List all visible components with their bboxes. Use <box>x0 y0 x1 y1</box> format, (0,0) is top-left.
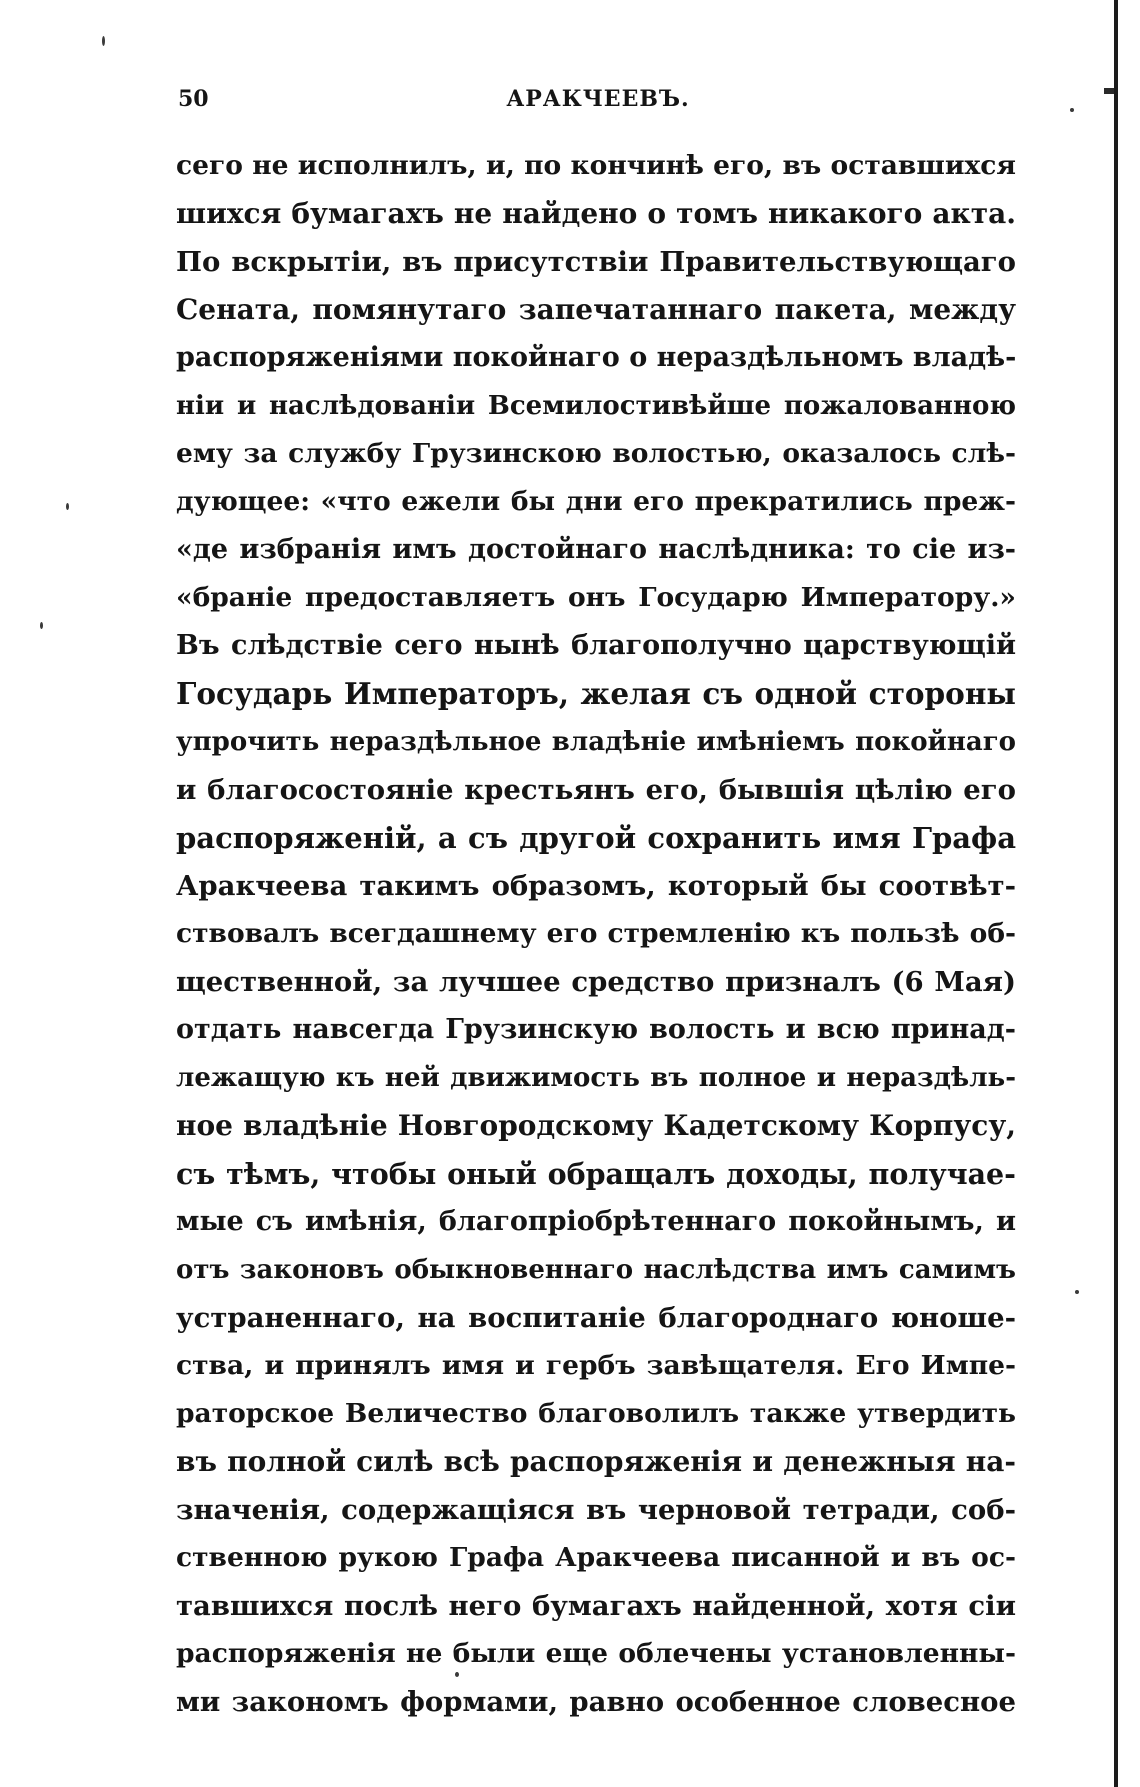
text-line: щественной, за лучшее средство призналъ (6 Мая) <box>176 966 1016 998</box>
text-line: съ тѣмъ, чтобы оный обращалъ доходы, получае- <box>176 1157 1016 1191</box>
text-line: отъ законовъ обыкновеннаго наслѣдства имъ самимъ <box>176 1255 1016 1285</box>
scan-speck <box>1070 108 1074 112</box>
page-number: 50 <box>178 86 209 112</box>
running-head <box>178 86 1018 122</box>
text-line: Государь Императоръ, желая съ одной стороны <box>176 676 1016 711</box>
text-line: мые съ имѣнія, благопріобрѣтеннаго покойнымъ, и <box>176 1206 1016 1237</box>
text-line: распоряженій, а съ другой сохранить имя Графа <box>176 821 1016 855</box>
text-line: По вскрытіи, въ присутствіи Правительствующаго <box>176 246 1016 278</box>
text-line: ствовалъ всегдашнему его стремленію къ пользѣ об- <box>176 918 1016 949</box>
running-title: АРАКЧЕЕВЪ. <box>506 86 690 112</box>
scan-edge-notch <box>1104 88 1114 94</box>
text-line: ственною рукою Графа Аракчеева писанной и въ ос- <box>176 1542 1016 1573</box>
text-line: дующее: «что ежели бы дни его прекратились преж- <box>176 486 1016 517</box>
scan-speck <box>66 503 69 510</box>
text-line: ему за службу Грузинскою волостью, оказалось слѣ- <box>176 438 1016 469</box>
text-line: въ полной силѣ всѣ распоряженія и денежныя на- <box>176 1445 1016 1478</box>
text-line: отдать навсегда Грузинскую волость и всю принад- <box>176 1014 1016 1045</box>
text-line: ми закономъ формами, равно особенное словесное <box>176 1686 1016 1718</box>
text-line: тавшихся послѣ него бумагахъ найденной, хотя сіи <box>176 1590 1016 1622</box>
text-line: сего не исполнилъ, и, по кончинѣ его, въ оставшихся <box>176 150 1016 181</box>
text-line: шихся бумагахъ не найдено о томъ никакого акта. <box>176 197 1016 230</box>
text-line: ства, и принялъ имя и гербъ завѣщателя. Его Импе- <box>176 1350 1016 1381</box>
text-line: значенія, содержащіяся въ черновой тетради, соб- <box>176 1494 1016 1526</box>
text-line: ніи и наслѣдованіи Всемилостивѣйше пожалованною <box>176 391 1016 421</box>
body-text <box>176 142 1016 1726</box>
scan-speck <box>40 622 43 629</box>
text-line: Аракчеева такимъ образомъ, который бы соотвѣт- <box>176 870 1016 902</box>
text-line: лежащую къ ней движимость въ полное и нераздѣль- <box>176 1063 1016 1093</box>
text-line: распоряженія не были еще облечены установленны- <box>176 1638 1016 1669</box>
text-line: упрочить нераздѣльное владѣніе имѣніемъ покойнаго <box>176 727 1016 757</box>
scan-speck <box>1075 1290 1079 1294</box>
text-line: «браніе предоставляетъ онъ Государю Императору.» <box>176 582 1016 613</box>
scan-speck <box>102 36 105 46</box>
text-line: ное владѣніе Новгородскому Кадетскому Корпусу, <box>176 1109 1016 1142</box>
text-line: раторское Величество благоволилъ также утвердить <box>176 1398 1016 1429</box>
scan-edge-rule <box>1114 0 1118 1787</box>
text-line: и благосостояніе крестьянъ его, бывшія цѣлію его <box>176 774 1016 806</box>
text-line: распоряженіями покойнаго о нераздѣльномъ владѣ- <box>176 342 1017 373</box>
text-line: устраненнаго, на воспитаніе благороднаго юноше- <box>176 1302 1016 1334</box>
text-line: Сената, помянутаго запечатаннаго пакета, между <box>176 293 1016 326</box>
text-line: «де избранія имъ достойнаго наслѣдника: то сіе из- <box>176 534 1016 565</box>
text-line: Въ слѣдствіе сего нынѣ благополучно царствующій <box>176 630 1016 661</box>
